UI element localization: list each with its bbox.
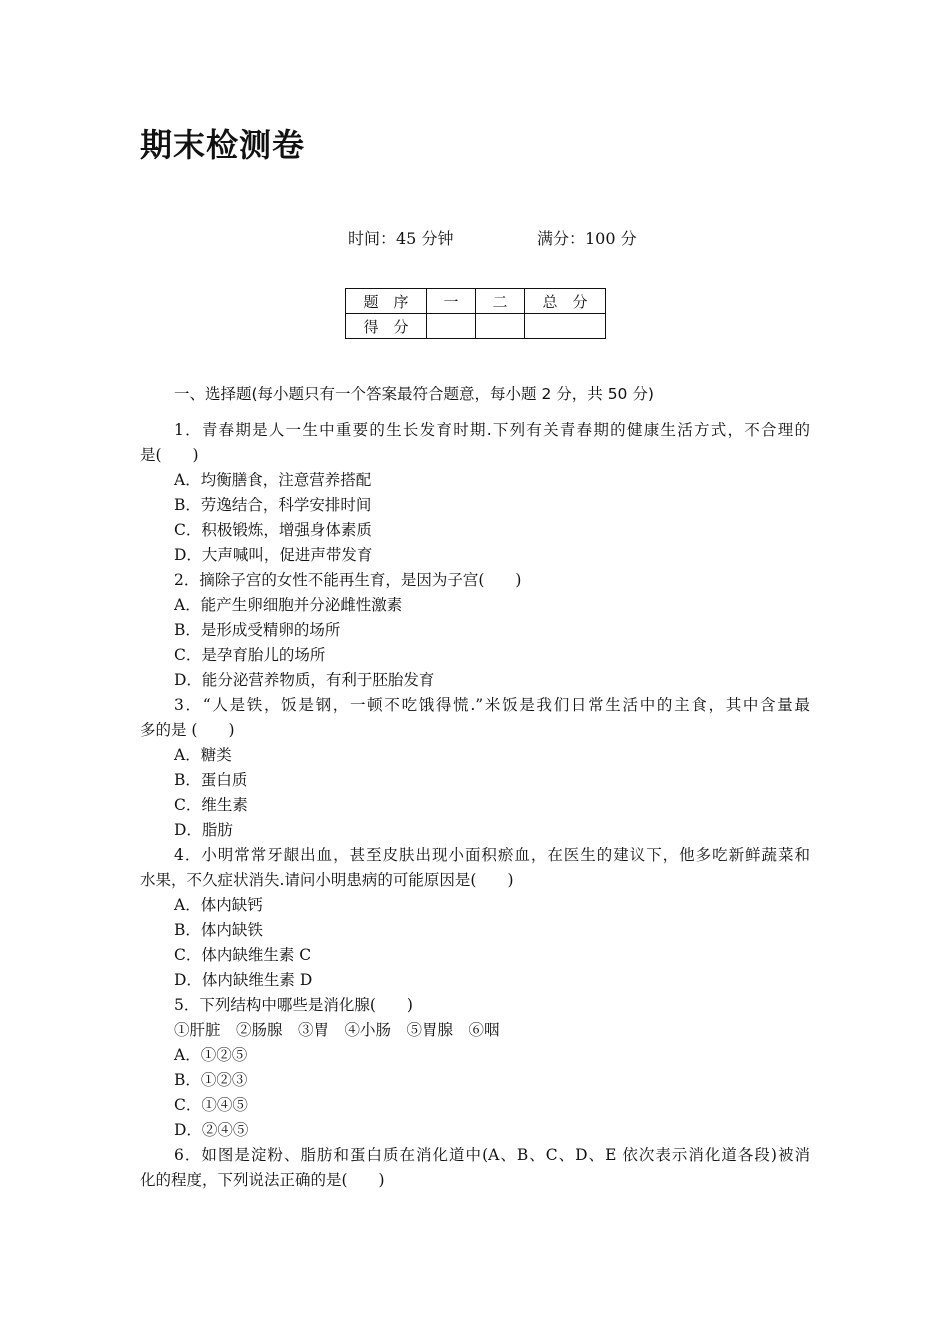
question-stem: 2．摘除子宫的女性不能再生育，是因为子宫( ) bbox=[174, 571, 522, 589]
answer-option: A．体内缺钙 bbox=[174, 896, 263, 914]
answer-option: D．②④⑤ bbox=[174, 1121, 249, 1139]
score-table-score-row bbox=[346, 314, 606, 339]
question-stem: 4．小明常常牙龈出血，甚至皮肤出现小面积瘀血，在医生的建议下，他多吃新鲜蔬菜和 bbox=[174, 846, 810, 864]
question-stem: 1．青春期是人一生中重要的生长发育时期.下列有关青春期的健康生活方式，不合理的 bbox=[174, 421, 810, 439]
score-cell: 得 分 bbox=[346, 314, 427, 339]
question-stem-continued: 多的是 ( ) bbox=[140, 721, 235, 739]
answer-option: D．大声喊叫，促进声带发育 bbox=[174, 546, 373, 564]
answer-option: D．体内缺维生素 D bbox=[174, 971, 313, 989]
answer-option: C．体内缺维生素 C bbox=[174, 946, 312, 964]
page-title: 期末检测卷 bbox=[140, 126, 306, 164]
score-cell: 一 bbox=[427, 289, 476, 314]
answer-option: A．均衡膳食，注意营养搭配 bbox=[174, 471, 372, 489]
answer-option: B．蛋白质 bbox=[174, 771, 248, 789]
question-stem: 3．“人是铁，饭是钢，一顿不吃饿得慌.”米饭是我们日常生活中的主食，其中含量最 bbox=[174, 696, 810, 714]
answer-option: B．体内缺铁 bbox=[174, 921, 263, 939]
question-stem: 5．下列结构中哪些是消化腺( ) bbox=[174, 996, 413, 1014]
answer-option: A．①②⑤ bbox=[174, 1046, 248, 1064]
score-cell: 题 序 bbox=[346, 289, 427, 314]
question-item-list: ①肝脏 ②肠腺 ③胃 ④小肠 ⑤胃腺 ⑥咽 bbox=[174, 1021, 500, 1039]
section-heading: 一、选择题(每小题只有一个答案最符合题意，每小题 2 分，共 50 分) bbox=[174, 385, 654, 403]
question-stem: 6．如图是淀粉、脂肪和蛋白质在消化道中(A、B、C、D、E 依次表示消化道各段)被消 bbox=[174, 1146, 810, 1164]
score-cell: 总 分 bbox=[525, 289, 606, 314]
exam-time: 时间：45 分钟 bbox=[348, 229, 454, 248]
answer-option: C．积极锻炼，增强身体素质 bbox=[174, 521, 372, 539]
score-table bbox=[345, 288, 606, 339]
answer-option: B．是形成受精卵的场所 bbox=[174, 621, 341, 639]
answer-option: C．维生素 bbox=[174, 796, 248, 814]
question-stem-continued: 是( ) bbox=[140, 446, 199, 464]
answer-option: A．能产生卵细胞并分泌雌性激素 bbox=[174, 596, 403, 614]
score-cell bbox=[476, 314, 525, 339]
question-stem-continued: 水果，不久症状消失.请问小明患病的可能原因是( ) bbox=[140, 871, 514, 889]
question-stem-continued: 化的程度，下列说法正确的是( ) bbox=[140, 1171, 385, 1189]
answer-option: D．能分泌营养物质，有利于胚胎发育 bbox=[174, 671, 435, 689]
answer-option: B．劳逸结合，科学安排时间 bbox=[174, 496, 372, 514]
answer-option: B．①②③ bbox=[174, 1071, 248, 1089]
answer-option: A．糖类 bbox=[174, 746, 232, 764]
score-cell bbox=[427, 314, 476, 339]
score-cell: 二 bbox=[476, 289, 525, 314]
score-table-header-row bbox=[346, 289, 606, 314]
answer-option: C．是孕育胎儿的场所 bbox=[174, 646, 326, 664]
answer-option: D．脂肪 bbox=[174, 821, 233, 839]
answer-option: C．①④⑤ bbox=[174, 1096, 248, 1114]
score-cell bbox=[525, 314, 606, 339]
full-score: 满分：100 分 bbox=[537, 229, 637, 248]
